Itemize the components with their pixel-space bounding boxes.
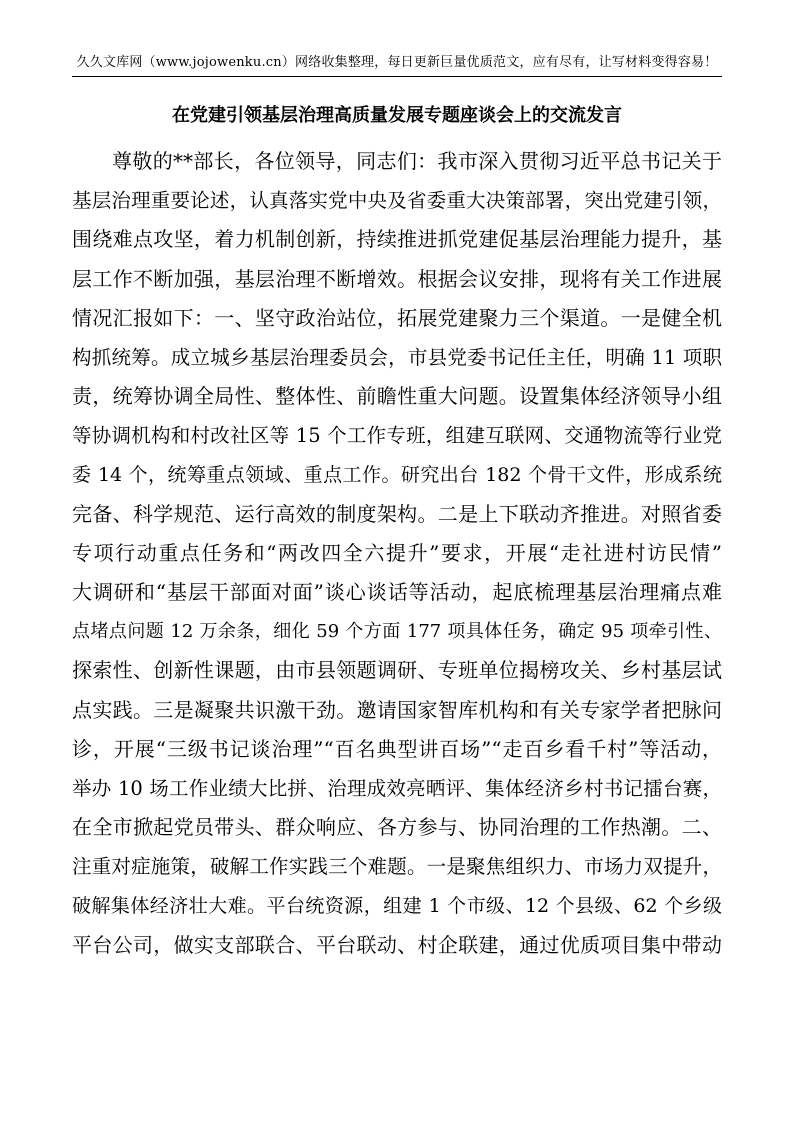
body-line: 破解集体经济壮大难。平台统资源，组建 1 个市级、12 个县级、62 个乡级 xyxy=(72,894,722,917)
header-divider xyxy=(72,76,722,77)
body-line: 平台公司，做实支部联合、平台联动、村企联建，通过优质项目集中带动 xyxy=(72,932,722,957)
body-line: 大调研和“基层干部面对面”谈心谈话等活动，起底梳理基层治理痛点难 xyxy=(72,580,722,605)
document-body xyxy=(72,142,722,965)
body-line: 委 14 个，统筹重点领域、重点工作。研究出台 182 个骨干文件，形成系统 xyxy=(72,463,722,486)
body-line: 探索性、创新性课题，由市县领题调研、专班单位揭榜攻关、乡村基层试 xyxy=(72,658,722,683)
body-line: 基层治理重要论述，认真落实党中央及省委重大决策部署，突出党建引领， xyxy=(72,189,722,213)
body-line: 尊敬的**部长，各位领导，同志们：我市深入贯彻习近平总书记关于 xyxy=(112,149,722,173)
body-line: 专项行动重点任务和“两改四全六提升”要求，开展“走社进村访民情” xyxy=(72,540,722,565)
body-line: 完备、科学规范、运行高效的制度架构。二是上下联动齐推进。对照省委 xyxy=(72,501,722,526)
body-line: 构抓统筹。成立城乡基层治理委员会，市县党委书记任主任，明确 11 项职 xyxy=(72,345,722,369)
document-title: 在党建引领基层治理高质量发展专题座谈会上的交流发言 xyxy=(172,105,622,126)
body-line: 注重对症施策，破解工作实践三个难题。一是聚焦组织力、市场力双提升， xyxy=(72,855,722,879)
body-line: 在全市掀起党员带头、群众响应、各方参与、协同治理的工作热潮。二、 xyxy=(72,815,722,840)
body-line: 情况汇报如下：一、坚守政治站位，拓展党建聚力三个渠道。一是健全机 xyxy=(72,305,722,330)
body-line: 等协调机构和村改社区等 15 个工作专班，组建互联网、交通物流等行业党 xyxy=(72,424,722,448)
page-header: 久久文库网（www.jojowenku.cn）网络收集整理，每日更新巨量优质范文，应有尽有，让写材料变得容易！ xyxy=(76,55,718,70)
body-line: 层工作不断加强，基层治理不断增效。根据会议安排，现将有关工作进展 xyxy=(72,266,722,291)
body-line: 围绕难点攻坚，着力机制创新，持续推进抓党建促基层治理能力提升，基 xyxy=(72,227,722,252)
body-line: 点堵点问题 12 万余条，细化 59 个方面 177 项具体任务，确定 95 项牵引性、 xyxy=(72,621,722,643)
body-line: 责，统筹协调全局性、整体性、前瞻性重大问题。设置集体经济领导小组 xyxy=(72,384,722,409)
body-line: 诊，开展“三级书记谈治理”“百名典型讲百场”“走百乡看千村”等活动， xyxy=(72,736,722,761)
body-line: 点实践。三是凝聚共识激干劲。邀请国家智库机构和有关专家学者把脉问 xyxy=(72,697,722,722)
body-line: 举办 10 场工作业绩大比拼、治理成效亮晒评、集体经济乡村书记擂台赛， xyxy=(72,777,722,800)
